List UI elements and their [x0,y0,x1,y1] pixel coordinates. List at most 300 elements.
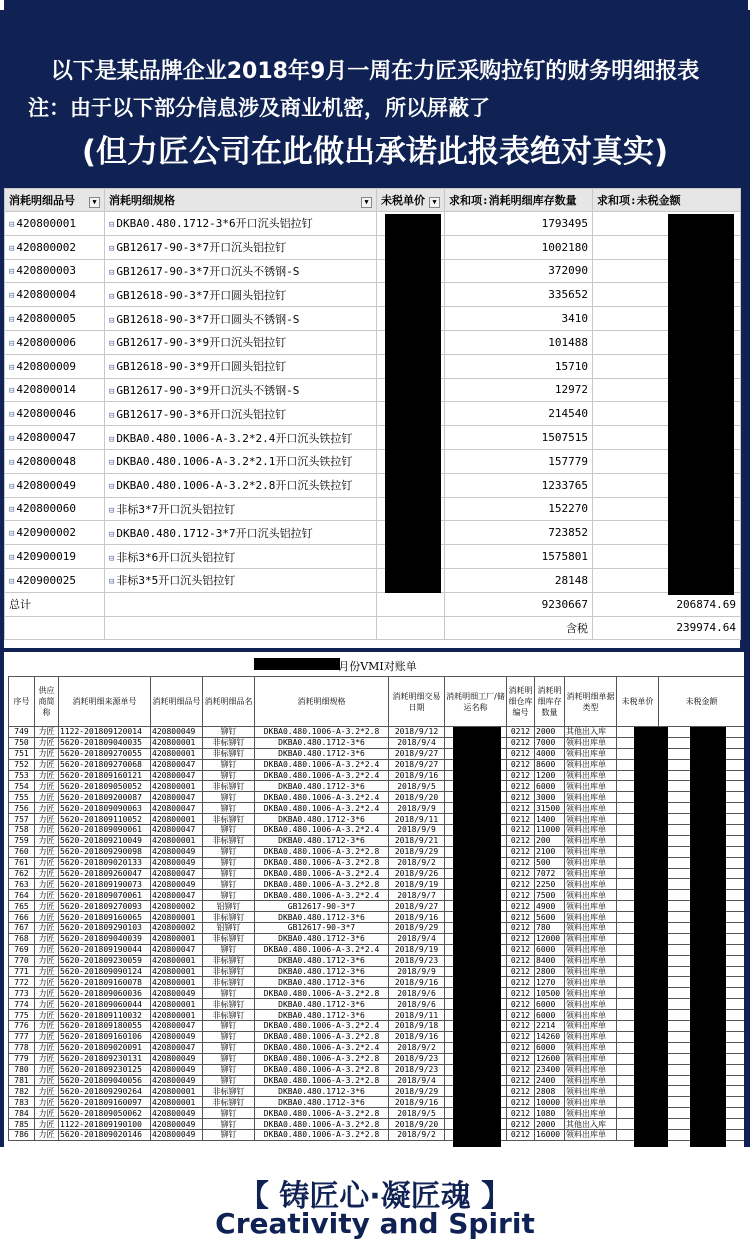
vmi-seq-cell: 770 [9,955,35,966]
vmi-source-no-cell: 5620-201809230131 [59,1053,151,1064]
collapse-icon[interactable]: ⊟ [109,434,115,445]
spec-cell[interactable]: ⊟ GB12617-90-3*7开口沉头不锈钢-S [105,259,377,283]
vmi-header-cell: 序号 [9,677,35,727]
vmi-qty-cell: 2000 [535,1119,565,1130]
vmi-warehouse-cell: 0212 [507,737,535,748]
collapse-icon[interactable]: ⊟ [109,339,115,350]
vmi-item-name-cell: 铝铆钉 [203,901,255,912]
vmi-supplier-cell: 力匠 [35,1021,59,1032]
vmi-seq-cell: 771 [9,966,35,977]
pivot-row [5,497,741,521]
vmi-supplier-cell: 力匠 [35,770,59,781]
collapse-icon[interactable]: ⊟ [9,410,15,421]
spec-cell[interactable]: ⊟ DKBA0.480.1006-A-3.2*2.1开口沉头铁拉钉 [105,449,377,473]
vmi-source-no-cell: 5620-201809180055 [59,1021,151,1032]
vmi-supplier-cell: 力匠 [35,781,59,792]
vmi-warehouse-cell: 0212 [507,1097,535,1108]
vmi-doc-type-cell: 领料出库单 [565,792,617,803]
collapse-icon[interactable]: ⊟ [109,244,115,255]
vmi-doc-type-cell: 领料出库单 [565,759,617,770]
collapse-icon[interactable]: ⊟ [109,363,115,374]
vmi-warehouse-cell: 0212 [507,1021,535,1032]
vmi-source-no-cell: 5620-201809090124 [59,966,151,977]
pivot-body [5,212,741,593]
collapse-icon[interactable]: ⊟ [109,291,115,302]
vmi-seq-cell: 755 [9,792,35,803]
vmi-item-code-cell: 420800001 [151,1086,203,1097]
vmi-date-cell: 2018/9/5 [389,1108,445,1119]
qty-cell: 12972 [445,378,593,402]
vmi-seq-cell: 760 [9,846,35,857]
item-code-cell[interactable]: ⊟ 420800003 [5,259,105,283]
vmi-seq-cell: 749 [9,727,35,738]
collapse-icon[interactable]: ⊟ [109,458,115,469]
item-code-cell[interactable]: ⊟ 420900002 [5,521,105,545]
total-label: 总计 [5,592,105,616]
vmi-item-name-cell: 铆钉 [203,770,255,781]
vmi-source-no-cell: 5620-201809020133 [59,857,151,868]
vmi-warehouse-cell: 0212 [507,1129,535,1140]
pivot-row [5,212,741,236]
vmi-seq-cell: 753 [9,770,35,781]
vmi-supplier-cell: 力匠 [35,857,59,868]
vmi-seq-cell: 777 [9,1031,35,1042]
vmi-qty-cell: 2000 [535,727,565,738]
vmi-item-code-cell: 420800001 [151,1010,203,1021]
collapse-icon[interactable]: ⊟ [109,482,115,493]
vmi-spec-cell: DKBA0.480.1006-A-3.2*2.8 [255,1129,389,1140]
vmi-supplier-cell: 力匠 [35,846,59,857]
vmi-seq-cell: 768 [9,933,35,944]
pivot-row [5,330,741,354]
vmi-item-name-cell: 铆钉 [203,1075,255,1086]
vmi-doc-type-cell: 领料出库单 [565,1075,617,1086]
vmi-source-no-cell: 5620-201809070061 [59,890,151,901]
vmi-seq-cell: 761 [9,857,35,868]
vmi-warehouse-cell: 0212 [507,1108,535,1119]
item-code-cell[interactable]: ⊟ 420800014 [5,378,105,402]
collapse-icon[interactable]: ⊟ [9,386,15,397]
spec-cell[interactable]: ⊟ GB12617-90-3*7开口沉头铝拉钉 [105,235,377,259]
vmi-item-name-cell: 铆钉 [203,1119,255,1130]
header-promise: (但力匠公司在此做出承诺此报表绝对真实) [81,134,669,170]
vmi-item-name-cell: 非标铆钉 [203,933,255,944]
vmi-seq-cell: 765 [9,901,35,912]
item-code-cell[interactable]: ⊟ 420800046 [5,402,105,426]
vmi-doc-type-cell: 领料出库单 [565,781,617,792]
vmi-supplier-cell: 力匠 [35,1097,59,1108]
vmi-qty-cell: 2400 [535,1075,565,1086]
vmi-date-cell: 2018/9/16 [389,1031,445,1042]
vmi-item-name-cell: 非标铆钉 [203,1086,255,1097]
qty-cell: 1575801 [445,545,593,569]
vmi-seq-cell: 750 [9,737,35,748]
vmi-doc-type-cell: 领料出库单 [565,1086,617,1097]
pivot-header-cell[interactable]: 消耗明细规格 ▼ [105,189,377,212]
vmi-qty-cell: 16000 [535,1129,565,1140]
pivot-row [5,402,741,426]
spec-cell[interactable]: ⊟ 非标3*6开口沉头铝拉钉 [105,545,377,569]
item-code-cell[interactable]: ⊟ 420900019 [5,545,105,569]
collapse-icon[interactable]: ⊟ [9,529,15,540]
vmi-item-code-cell: 420800001 [151,737,203,748]
vmi-seq-cell: 766 [9,912,35,923]
footer-slogan [0,1147,750,1243]
vmi-source-no-cell: 5620-201809160106 [59,1031,151,1042]
vmi-source-no-cell: 5620-201809160065 [59,912,151,923]
vmi-warehouse-cell: 0212 [507,835,535,846]
pivot-tax-row [5,616,741,640]
filter-dropdown-icon[interactable]: ▼ [361,197,372,208]
collapse-icon[interactable]: ⊟ [109,220,115,231]
vmi-header-cell: 未税金额 [659,677,745,727]
vmi-supplier-cell: 力匠 [35,868,59,879]
vmi-item-code-cell: 420800001 [151,814,203,825]
item-code-cell[interactable]: ⊟ 420800049 [5,473,105,497]
vmi-seq-cell: 759 [9,835,35,846]
vmi-spec-cell: DKBA0.480.1712-3*6 [255,977,389,988]
vmi-seq-cell: 763 [9,879,35,890]
spec-cell[interactable]: ⊟ GB12617-90-3*6开口沉头铝拉钉 [105,402,377,426]
vmi-date-cell: 2018/9/9 [389,825,445,836]
vmi-qty-cell: 1080 [535,1108,565,1119]
collapse-icon[interactable]: ⊟ [109,505,115,516]
vmi-warehouse-cell: 0212 [507,912,535,923]
vmi-source-no-cell: 5620-201809230125 [59,1064,151,1075]
tax-amount: 239974.64 [593,616,741,640]
vmi-warehouse-cell: 0212 [507,868,535,879]
vmi-supplier-cell: 力匠 [35,944,59,955]
vmi-warehouse-cell: 0212 [507,890,535,901]
vmi-spec-cell: DKBA0.480.1006-A-3.2*2.4 [255,890,389,901]
vmi-item-name-cell: 非标铆钉 [203,835,255,846]
vmi-supplier-cell: 力匠 [35,1108,59,1119]
redaction-block [668,214,734,595]
total-amount: 206874.69 [593,592,741,616]
vmi-doc-type-cell: 领料出库单 [565,1021,617,1032]
vmi-item-name-cell: 非标铆钉 [203,781,255,792]
vmi-supplier-cell: 力匠 [35,1031,59,1042]
vmi-warehouse-cell: 0212 [507,988,535,999]
vmi-doc-type-cell: 领料出库单 [565,1042,617,1053]
vmi-source-no-cell: 5620-201809090063 [59,803,151,814]
vmi-header-cell: 消耗明细库存数量 [535,677,565,727]
vmi-item-name-cell: 铆钉 [203,1053,255,1064]
vmi-title: 9月份VMI对账单 [331,660,417,673]
collapse-icon[interactable]: ⊟ [9,576,15,587]
vmi-item-name-cell: 铆钉 [203,1108,255,1119]
vmi-supplier-cell: 力匠 [35,890,59,901]
vmi-source-no-cell: 5620-201809160121 [59,770,151,781]
vmi-statement [4,652,744,1147]
vmi-doc-type-cell: 领料出库单 [565,966,617,977]
vmi-doc-type-cell: 领料出库单 [565,879,617,890]
vmi-doc-type-cell: 领料出库单 [565,988,617,999]
vmi-warehouse-cell: 0212 [507,857,535,868]
vmi-source-no-cell: 5620-201809190044 [59,944,151,955]
vmi-header-cell: 消耗明细规格 [255,677,389,727]
qty-cell: 28148 [445,568,593,592]
collapse-icon[interactable]: ⊟ [109,267,115,278]
vmi-seq-cell: 785 [9,1119,35,1130]
vmi-warehouse-cell: 0212 [507,879,535,890]
vmi-seq-cell: 773 [9,988,35,999]
vmi-doc-type-cell: 其他出入库 [565,727,617,738]
spec-cell[interactable]: ⊟ DKBA0.480.1006-A-3.2*2.8开口沉头铁拉钉 [105,473,377,497]
pivot-header-cell[interactable]: 未税单价 ▼ [377,189,445,212]
vmi-warehouse-cell: 0212 [507,966,535,977]
vmi-seq-cell: 783 [9,1097,35,1108]
vmi-source-no-cell: 1122-201809120014 [59,727,151,738]
vmi-spec-cell: DKBA0.480.1006-A-3.2*2.4 [255,792,389,803]
collapse-icon[interactable]: ⊟ [109,386,115,397]
spec-cell[interactable]: ⊟ 非标3*5开口沉头铝拉钉 [105,568,377,592]
vmi-date-cell: 2018/9/9 [389,803,445,814]
vmi-item-code-cell: 420800001 [151,1097,203,1108]
spec-cell[interactable]: ⊟ DKBA0.480.1712-3*6开口沉头铝拉钉 [105,212,377,236]
vmi-spec-cell: DKBA0.480.1006-A-3.2*2.4 [255,1042,389,1053]
item-code-cell[interactable]: ⊟ 420800004 [5,283,105,307]
vmi-item-code-cell: 420800001 [151,781,203,792]
vmi-seq-cell: 772 [9,977,35,988]
filter-dropdown-icon[interactable]: ▼ [89,197,100,208]
spec-cell[interactable]: ⊟ GB12617-90-3*9开口沉头铝拉钉 [105,330,377,354]
vmi-header-cell: 供应商简称 [35,677,59,727]
vmi-warehouse-cell: 0212 [507,727,535,738]
spec-cell[interactable]: ⊟ 非标3*7开口沉头铝拉钉 [105,497,377,521]
vmi-qty-cell: 11000 [535,825,565,836]
qty-cell: 723852 [445,521,593,545]
vmi-doc-type-cell: 领料出库单 [565,955,617,966]
vmi-qty-cell: 6000 [535,944,565,955]
vmi-date-cell: 2018/9/29 [389,846,445,857]
vmi-supplier-cell: 力匠 [35,1042,59,1053]
collapse-icon[interactable]: ⊟ [9,267,15,278]
collapse-icon[interactable]: ⊟ [9,505,15,516]
vmi-item-name-cell: 铆钉 [203,988,255,999]
vmi-qty-cell: 2250 [535,879,565,890]
item-code-cell[interactable]: ⊟ 420800001 [5,212,105,236]
vmi-spec-cell: DKBA0.480.1712-3*6 [255,933,389,944]
vmi-supplier-cell: 力匠 [35,748,59,759]
vmi-source-no-cell: 5620-201809040039 [59,933,151,944]
vmi-warehouse-cell: 0212 [507,955,535,966]
vmi-header-cell: 消耗明细交易日期 [389,677,445,727]
vmi-qty-cell: 12600 [535,1053,565,1064]
vmi-spec-cell: DKBA0.480.1006-A-3.2*2.8 [255,1031,389,1042]
vmi-item-name-cell: 非标铆钉 [203,912,255,923]
vmi-warehouse-cell: 0212 [507,770,535,781]
collapse-icon[interactable]: ⊟ [9,362,15,373]
collapse-icon[interactable]: ⊟ [109,529,115,540]
spec-cell[interactable]: ⊟ DKBA0.480.1712-3*7开口沉头铝拉钉 [105,521,377,545]
vmi-date-cell: 2018/9/19 [389,879,445,890]
pivot-header-cell[interactable]: 消耗明细品号 ▼ [5,189,105,212]
vmi-item-code-cell: 420800049 [151,1064,203,1075]
vmi-supplier-cell: 力匠 [35,835,59,846]
vmi-warehouse-cell: 0212 [507,814,535,825]
vmi-source-no-cell: 5620-201809020091 [59,1042,151,1053]
vmi-seq-cell: 758 [9,825,35,836]
vmi-item-name-cell: 非标铆钉 [203,955,255,966]
collapse-icon[interactable]: ⊟ [9,481,15,492]
collapse-icon[interactable]: ⊟ [109,410,115,421]
vmi-seq-cell: 757 [9,814,35,825]
collapse-icon[interactable]: ⊟ [9,457,15,468]
vmi-supplier-cell: 力匠 [35,955,59,966]
item-code-cell[interactable]: ⊟ 420900025 [5,568,105,592]
vmi-item-code-cell: 420800049 [151,846,203,857]
redaction-block [453,727,501,1147]
vmi-doc-type-cell: 领料出库单 [565,803,617,814]
vmi-source-no-cell: 5620-201809020146 [59,1129,151,1140]
pivot-total-row [5,592,741,616]
vmi-item-code-cell: 420800047 [151,868,203,879]
vmi-date-cell: 2018/9/27 [389,759,445,770]
vmi-spec-cell: DKBA0.480.1006-A-3.2*2.8 [255,879,389,890]
vmi-seq-cell: 767 [9,923,35,934]
vmi-qty-cell: 2808 [535,1086,565,1097]
vmi-spec-cell: DKBA0.480.1006-A-3.2*2.4 [255,825,389,836]
vmi-spec-cell: DKBA0.480.1006-A-3.2*2.4 [255,770,389,781]
vmi-qty-cell: 2100 [535,846,565,857]
vmi-supplier-cell: 力匠 [35,912,59,923]
vmi-spec-cell: DKBA0.480.1006-A-3.2*2.8 [255,1119,389,1130]
vmi-source-no-cell: 5620-201809190073 [59,879,151,890]
pivot-row [5,259,741,283]
vmi-source-no-cell: 5620-201809230059 [59,955,151,966]
vmi-qty-cell: 4000 [535,748,565,759]
pivot-header-cell: 求和项:消耗明细库存数量 [445,189,593,212]
vmi-date-cell: 2018/9/16 [389,912,445,923]
vmi-item-name-cell: 铆钉 [203,759,255,770]
vmi-spec-cell: DKBA0.480.1006-A-3.2*2.4 [255,1021,389,1032]
vmi-source-no-cell: 5620-201809110032 [59,1010,151,1021]
vmi-item-code-cell: 420800049 [151,1129,203,1140]
tax-label: 含税 [445,616,593,640]
qty-cell: 372090 [445,259,593,283]
vmi-seq-cell: 754 [9,781,35,792]
vmi-spec-cell: DKBA0.480.1006-A-3.2*2.4 [255,803,389,814]
pivot-row [5,235,741,259]
slogan-cn: 【 铸匠心·凝匠魂 】 [238,1179,512,1214]
vmi-date-cell: 2018/9/27 [389,901,445,912]
vmi-doc-type-cell: 领料出库单 [565,923,617,934]
item-code-cell[interactable]: ⊟ 420800002 [5,235,105,259]
item-code-cell[interactable]: ⊟ 420800005 [5,307,105,331]
vmi-source-no-cell: 5620-201809210049 [59,835,151,846]
vmi-warehouse-cell: 0212 [507,944,535,955]
item-code-cell[interactable]: ⊟ 420800009 [5,354,105,378]
vmi-source-no-cell: 5620-201809200087 [59,792,151,803]
collapse-icon[interactable]: ⊟ [109,553,115,564]
collapse-icon[interactable]: ⊟ [9,338,15,349]
vmi-spec-cell: DKBA0.480.1006-A-3.2*2.8 [255,1075,389,1086]
vmi-warehouse-cell: 0212 [507,1053,535,1064]
filter-dropdown-icon[interactable]: ▼ [429,197,440,208]
vmi-seq-cell: 781 [9,1075,35,1086]
collapse-icon[interactable]: ⊟ [109,577,115,588]
vmi-item-code-cell: 420800047 [151,1042,203,1053]
vmi-seq-cell: 778 [9,1042,35,1053]
collapse-icon[interactable]: ⊟ [9,291,15,302]
vmi-item-code-cell: 420800001 [151,835,203,846]
vmi-item-code-cell: 420800047 [151,944,203,955]
spec-cell[interactable]: ⊟ GB12618-90-3*7开口圆头不锈钢-S [105,307,377,331]
vmi-doc-type-cell: 领料出库单 [565,737,617,748]
vmi-seq-cell: 752 [9,759,35,770]
vmi-date-cell: 2018/9/2 [389,1129,445,1140]
vmi-item-code-cell: 420800002 [151,923,203,934]
vmi-spec-cell: DKBA0.480.1006-A-3.2*2.4 [255,868,389,879]
vmi-date-cell: 2018/9/4 [389,1075,445,1086]
vmi-qty-cell: 12000 [535,933,565,944]
vmi-doc-type-cell: 领料出库单 [565,868,617,879]
vmi-source-no-cell: 5620-201809060044 [59,999,151,1010]
vmi-item-code-cell: 420800049 [151,1119,203,1130]
vmi-source-no-cell: 5620-201809160078 [59,977,151,988]
vmi-qty-cell: 6000 [535,781,565,792]
vmi-spec-cell: DKBA0.480.1712-3*6 [255,999,389,1010]
item-code-cell[interactable]: ⊟ 420800006 [5,330,105,354]
item-code-cell[interactable]: ⊟ 420800048 [5,449,105,473]
collapse-icon[interactable]: ⊟ [109,315,115,326]
vmi-date-cell: 2018/9/23 [389,955,445,966]
vmi-warehouse-cell: 0212 [507,792,535,803]
vmi-spec-cell: GB12617-90-3*7 [255,923,389,934]
vmi-item-code-cell: 420800047 [151,1021,203,1032]
vmi-qty-cell: 2800 [535,966,565,977]
pivot-row [5,545,741,569]
collapse-icon[interactable]: ⊟ [9,434,15,445]
vmi-item-code-cell: 420800049 [151,1108,203,1119]
vmi-seq-cell: 779 [9,1053,35,1064]
vmi-supplier-cell: 力匠 [35,814,59,825]
vmi-source-no-cell: 5620-201809050052 [59,781,151,792]
vmi-qty-cell: 10500 [535,988,565,999]
item-code-cell[interactable]: ⊟ 420800060 [5,497,105,521]
spec-cell[interactable]: ⊟ DKBA0.480.1006-A-3.2*2.4开口沉头铁拉钉 [105,426,377,450]
vmi-doc-type-cell: 领料出库单 [565,770,617,781]
vmi-supplier-cell: 力匠 [35,933,59,944]
vmi-item-name-cell: 非标铆钉 [203,1010,255,1021]
vmi-date-cell: 2018/9/18 [389,1021,445,1032]
item-code-cell[interactable]: ⊟ 420800047 [5,426,105,450]
vmi-supplier-cell: 力匠 [35,1119,59,1130]
vmi-spec-cell: DKBA0.480.1712-3*6 [255,835,389,846]
collapse-icon[interactable]: ⊟ [9,243,15,254]
spec-cell[interactable]: ⊟ GB12617-90-3*9开口沉头不锈钢-S [105,378,377,402]
vmi-date-cell: 2018/9/26 [389,868,445,879]
vmi-item-name-cell: 非标铆钉 [203,748,255,759]
vmi-doc-type-cell: 领料出库单 [565,977,617,988]
collapse-icon[interactable]: ⊟ [9,219,15,230]
vmi-seq-cell: 775 [9,1010,35,1021]
top-bar-left [0,0,4,10]
collapse-icon[interactable]: ⊟ [9,553,15,564]
spec-cell[interactable]: ⊟ GB12618-90-3*7开口圆头铝拉钉 [105,283,377,307]
vmi-doc-type-cell: 领料出库单 [565,1064,617,1075]
vmi-date-cell: 2018/9/16 [389,977,445,988]
vmi-warehouse-cell: 0212 [507,748,535,759]
spec-cell[interactable]: ⊟ GB12618-90-3*9开口圆头铝拉钉 [105,354,377,378]
vmi-warehouse-cell: 0212 [507,1010,535,1021]
collapse-icon[interactable]: ⊟ [9,315,15,326]
vmi-qty-cell: 7000 [535,737,565,748]
vmi-spec-cell: DKBA0.480.1006-A-3.2*2.8 [255,857,389,868]
vmi-supplier-cell: 力匠 [35,759,59,770]
vmi-item-code-cell: 420800047 [151,770,203,781]
